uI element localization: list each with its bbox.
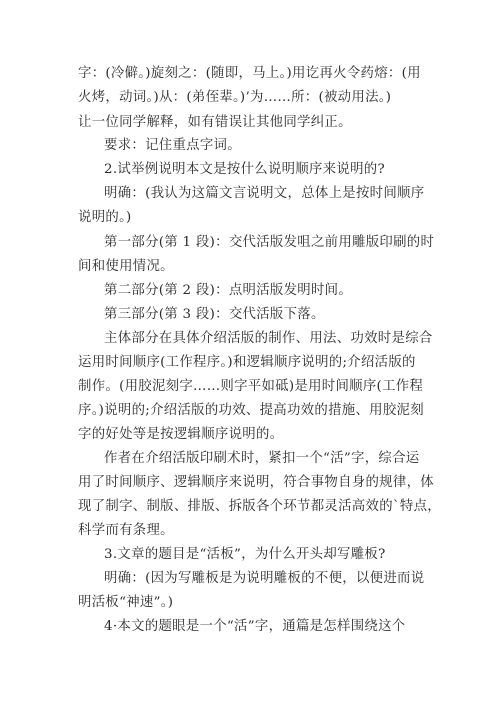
text-line: 第二部分(第 2 段)：点明活版发明时间。 [104,283,353,298]
text-line: 用了时间顺序、逻辑顺序来说明，符合事物自身的规律，体 [78,475,434,490]
text-line: 要求：记住重点字词。 [104,138,241,153]
text-line: 明活板“神速”。) [78,595,174,610]
text-line: 作者在介绍活版印刷术时，紧扣一个“活”字，综合运 [104,451,420,466]
question-heading: 4·本文的题眼是一个“活”字，通篇是怎样围绕这个 [104,619,406,634]
text-line: 序。)说明的;介绍活版的功效、提高功效的措施、用胶泥刻 [78,403,424,418]
text-line: 让一位同学解释，如有错误让其他同学纠正。 [78,115,352,130]
text-line: 说明的。) [78,210,132,225]
text-line: 运用时间顺序(工作程序。)和逻辑顺序说明的;介绍活版的 [78,355,416,370]
text-line: 第三部分(第 3 段)：交代活版下落。 [104,307,325,322]
question-heading: 3.文章的题目是“活板”，为什么开头却写雕板? [104,547,386,562]
text-line: 制作。(用胶泥刻字……则字平如砥)是用时间顺序(工作程 [78,379,424,394]
text-line: 火烤，动词。)从：(弟侄辈。)’为……所：(被动用法。) [78,90,392,105]
text-line: 间和使用情况。 [78,259,174,274]
text-line: 科学而有条理。 [78,523,174,538]
text-line: 字的好处等是按逻辑顺序说明的。 [78,427,284,442]
question-heading: 2.试举例说明本文是按什么说明顺序来说明的? [104,162,385,177]
text-line: 第一部分(第 1 段)：交代活版发咀之前用雕版印刷的时 [104,235,435,250]
text-line: 字：(冷僻。)旋刻之：(随即，马上。)用讫再火令药熔：(用 [78,66,421,81]
text-line: 主体部分在具体介绍活版的制作、用法、功效时是综合 [104,331,433,346]
text-line: 明确：(我认为这篇文言说明文，总体上是按时间顺序 [104,186,425,201]
text-line: 现了制字、制版、排版、拆版各个环节都灵活高效的`特点， [78,499,441,514]
text-line: 明确：(因为写雕板是为说明雕板的不便，以便进而说 [104,571,425,586]
